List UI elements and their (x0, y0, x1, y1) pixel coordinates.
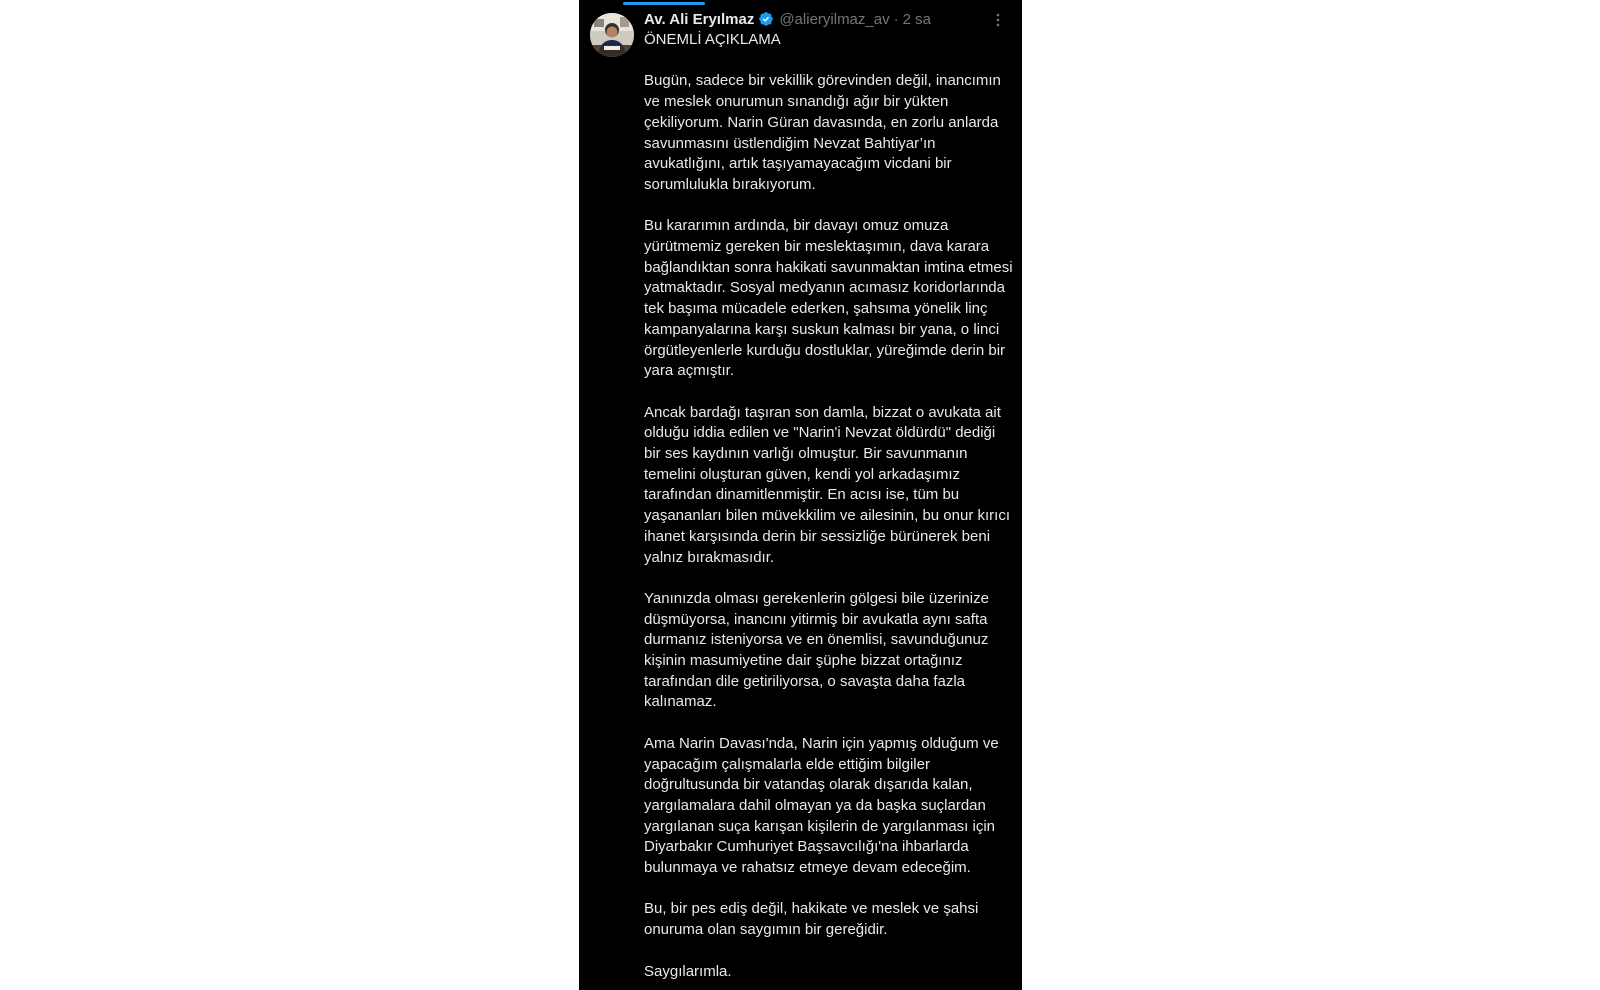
header-separator: · (893, 10, 899, 28)
tweet-paragraph: Bugün, sadece bir vekillik görevinden değil, inancımın ve meslek onurumun sınandığı ağır bir yükten çekiliyorum. Narin Güran davasında, en zorlu anlarda savunmasını üstlendiğim Nevzat Bahtiyar’ın avukatlığını, artık taşıyamayacağım vicdani bir sorumlulukla bırakıyorum. (644, 72, 1001, 193)
tweet-header (644, 8, 931, 30)
tweet-headline: ÖNEMLİ AÇIKLAMA (644, 31, 781, 48)
tweet-closing: Saygılarımla. (644, 962, 732, 980)
author-handle[interactable]: @alieryilmaz_av (779, 10, 890, 28)
avatar[interactable] (590, 13, 634, 57)
tweet-paragraph: Yanınızda olması gerekenlerin gölgesi bile üzerinize düşmüyorsa, inancını yitirmiş bir avukatla aynı safta durmanız isteniyorsa ve en önemlisi, savunduğunuz kişinin masumiyetine dair şüphe bizzat ortağınız tarafından dile getiriliyorsa, o savaşta daha fazla kalınamaz. (644, 589, 989, 711)
more-options-icon[interactable] (988, 10, 1008, 30)
avatar-image (590, 13, 634, 57)
tweet-panel (579, 0, 1022, 990)
tweet-body (644, 30, 1016, 982)
post-time[interactable]: 2 sa (902, 10, 931, 28)
tweet-paragraph: Bu, bir pes ediş değil, hakikate ve meslek ve şahsi onuruma olan saygımın bir gereğidir. (644, 900, 979, 939)
tweet-paragraph: Bu kararımın ardında, bir davayı omuz omuza yürütmemiz gereken bir meslektaşımın, dava karara bağlandıktan sonra hakikati savunmaktan imtina etmesi yatmaktadır. Sosyal medyanın acımasız koridorlarında tek başıma mücadele ederken, şahsıma yönelik linç kampanyalarına karşı suskun kalması bir yana, o linci örgütleyenlerle kurduğu dostluklar, yüreğimde derin bir yara açmıştır. (644, 217, 1013, 380)
verified-badge-icon (758, 11, 774, 27)
tweet-paragraph: Ancak bardağı taşıran son damla, bizzat o avukata ait olduğu iddia edilen ve "Narin'i Nevzat öldürdü" dediği bir ses kaydının varlığı olmuştur. Bir savunmanın temelini oluşturan güven, kendi yol arkadaşımız tarafından dinamitlenmiştir. En acısı ise, tüm bu yaşananları bilen müvekkilim ve ailesinin, bu onur kırıcı ihanet karşısında derin bir sessizliğe bürünerek beni yalnız bırakmasıdır. (644, 403, 1010, 566)
tweet-paragraph: Ama Narin Davası'nda, Narin için yapmış olduğum ve yapacağım çalışmalarla elde ettiğim bilgiler doğrultusunda bir vatandaş olarak dışarıda kalan, yargılamalara dahil olmayan ya da başka suçlardan yargılanan suça karışan kişilerin de yargılanması için Diyarbakır Cumhuriyet Başsavcılığı'na ihbarlarda bulunmaya ve rahatsız etmeye devam edeceğim. (644, 734, 999, 877)
loading-progress-bar (623, 2, 705, 5)
author-name[interactable]: Av. Ali Eryılmaz (644, 10, 755, 28)
